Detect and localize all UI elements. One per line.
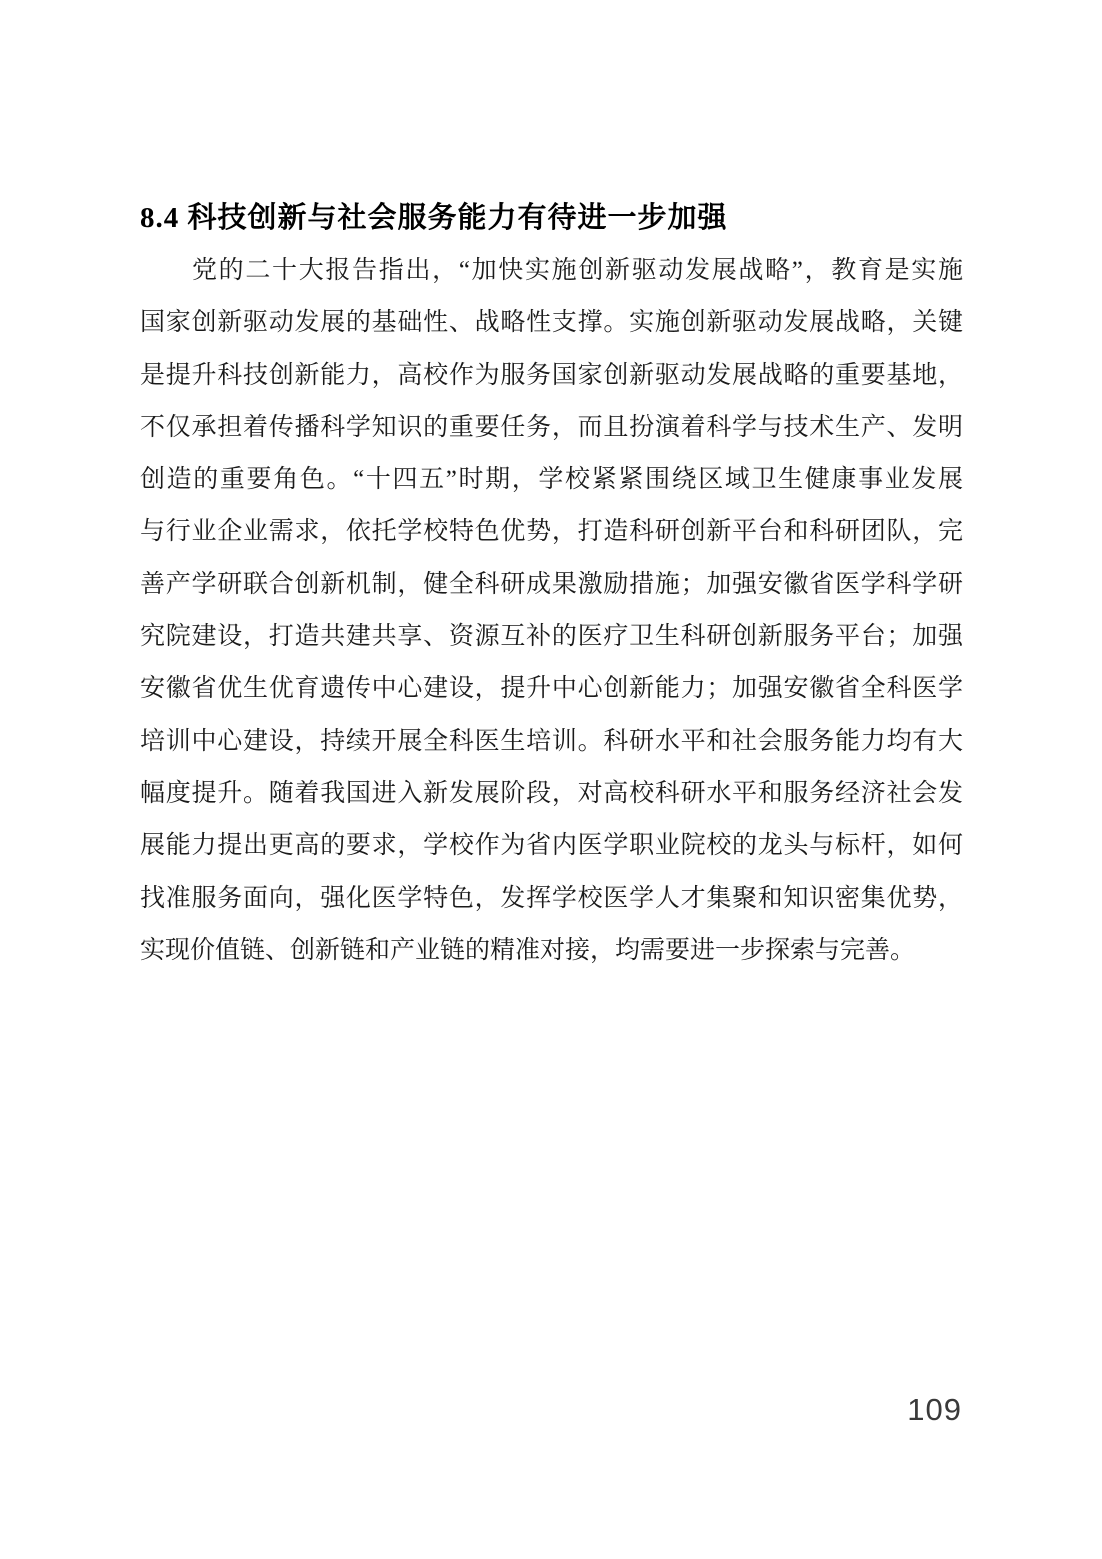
paragraph-line: 创造的重要角色。“十四五”时期，学校紧紧围绕区域卫生健康事业发展 [140,466,963,494]
paragraph-line: 幅度提升。随着我国进入新发展阶段，对高校科研水平和服务经济社会发 [140,779,963,807]
paragraph-line: 究院建设，打造共建共享、资源互补的医疗卫生科研创新服务平台；加强 [140,623,963,651]
paragraph-line: 国家创新驱动发展的基础性、战略性支撑。实施创新驱动发展战略，关键 [140,309,963,337]
body-paragraph [140,245,963,977]
paragraph-line: 与行业企业需求，依托学校特色优势，打造科研创新平台和科研团队，完 [140,518,963,546]
paragraph-line: 善产学研联合创新机制，健全科研成果激励措施；加强安徽省医学科学研 [140,570,963,598]
paragraph-line: 培训中心建设，持续开展全科医生培训。科研水平和社会服务能力均有大 [140,727,963,755]
paragraph-line: 党的二十大报告指出，“加快实施创新驱动发展战略”，教育是实施 [192,257,963,284]
page-number: 109 [907,1392,962,1427]
paragraph-line: 找准服务面向，强化医学特色，发挥学校医学人才集聚和知识密集优势， [140,884,963,912]
paragraph-line: 不仅承担着传播科学知识的重要任务，而且扮演着科学与技术生产、发明 [140,413,963,441]
paragraph-line: 实现价值链、创新链和产业链的精准对接，均需要进一步探索与完善。 [140,936,916,964]
section-heading: 8.4 科技创新与社会服务能力有待进一步加强 [140,202,728,234]
paragraph-line: 是提升科技创新能力，高校作为服务国家创新驱动发展战略的重要基地， [140,361,963,389]
paragraph-line: 安徽省优生优育遗传中心建设，提升中心创新能力；加强安徽省全科医学 [140,675,963,703]
paragraph-line: 展能力提出更高的要求，学校作为省内医学职业院校的龙头与标杆，如何 [140,832,963,860]
